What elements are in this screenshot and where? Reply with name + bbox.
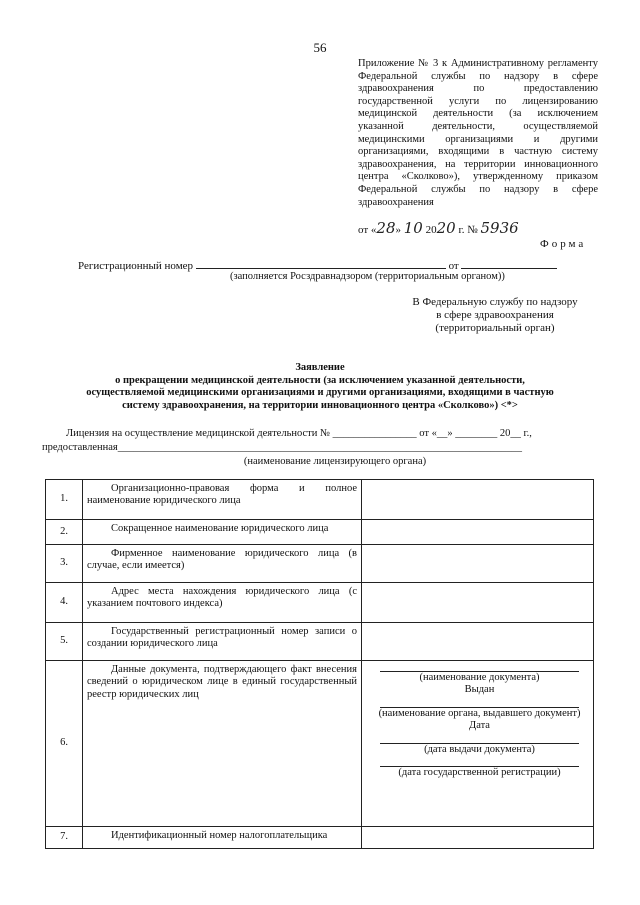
- table-row: 2. Сокращенное наименование юридического лица: [46, 520, 594, 545]
- appendix-header: Приложение № 3 к Административному регламенту Федеральной службы по надзору в сфере здравоохранения по предоставлению государственной услуги по лицензированию медицинской деятельности (за исключением указанной деятельности, осуществляемой медицинскими организациями и другими организациями, входящими в частную систему здравоохранения, на территории инновационного центра «Сколково»), утвержденному приказом Федеральной службы по надзору в сфере здравоохранения: [358, 58, 598, 208]
- table-row: 5. Государственный регистрационный номер записи о создании юридического лица: [46, 623, 594, 661]
- application-table: [45, 479, 594, 849]
- form-label: Форма: [540, 238, 587, 250]
- value-cell[interactable]: [362, 623, 594, 661]
- registration-note: (заполняется Росздравнадзором (территориальным органом)): [230, 271, 505, 282]
- registration-date-field[interactable]: [461, 258, 557, 269]
- table-row: 3. Фирменное наименование юридического лица (в случае, если имеется): [46, 545, 594, 583]
- registration-number-field[interactable]: [196, 258, 446, 269]
- license-line: Лицензия на осуществление медицинской деятельности № ________________ от «__» ________ 20__ г.,: [66, 428, 532, 439]
- value-cell[interactable]: [362, 480, 594, 520]
- egrul-document-cell[interactable]: (наименование документа) Выдан (наименование органа, выдавшего документ) Дата (дата выдачи документа) (дата государственной регистрации): [362, 661, 594, 827]
- registration-number-line: Регистрационный номер от: [78, 258, 557, 273]
- value-cell[interactable]: [362, 827, 594, 849]
- addressee-block: В Федеральную службу по надзору в сфере здравоохранения (территориальный орган): [412, 296, 578, 334]
- value-cell[interactable]: [362, 545, 594, 583]
- handwritten-order-number: 5936: [480, 219, 519, 237]
- table-row: 1. Организационно-правовая форма и полное наименование юридического лица: [46, 480, 594, 520]
- table-row: 6. Данные документа, подтверждающего факт внесения сведений о юридическом лице в единый государственный реестр юридических лиц (наименование документа) Выдан (наименование органа, выдавшего документ) Дата (дата выдачи документа) (дата государственной регистрации): [46, 661, 594, 827]
- handwritten-year: 20: [436, 219, 456, 237]
- handwritten-day: 28: [376, 219, 396, 237]
- license-issuer-note: (наименование лицензирующего органа): [243, 456, 427, 467]
- application-title: Заявление о прекращении медицинской деятельности (за исключением указанной деятельности, осуществляемой медицинскими организациями и другими организациями, входящими в частную систему здравоохранения, на территории инновационного центра «Сколково») <*>: [86, 362, 554, 411]
- handwritten-month: 10: [403, 219, 423, 237]
- order-date-line: от «28» 10 2020 г. № 5936: [358, 219, 519, 237]
- value-cell[interactable]: [362, 583, 594, 623]
- table-row: 4. Адрес места нахождения юридического лица (с указанием почтового индекса): [46, 583, 594, 623]
- value-cell[interactable]: [362, 520, 594, 545]
- table-row: 7. Идентификационный номер налогоплательщика: [46, 827, 594, 849]
- page-number: 56: [313, 40, 327, 55]
- license-issuer-line: предоставленная_____________________________________________________________________________: [42, 442, 522, 453]
